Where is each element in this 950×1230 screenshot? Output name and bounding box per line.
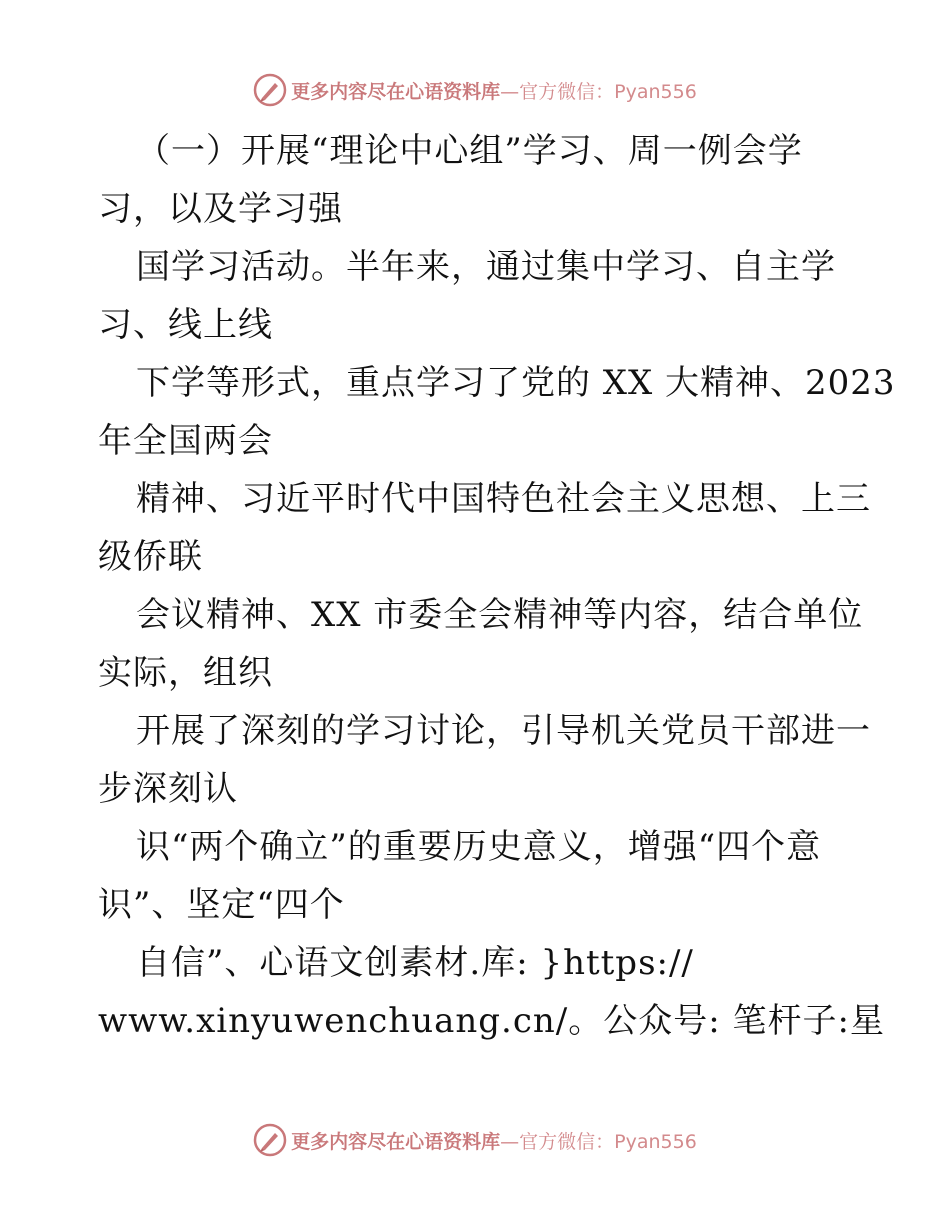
text-line: 识”、坚定“四个 [98,885,345,925]
text-line: 开展了深刻的学习讨论，引导机关党员干部进一 [136,711,871,751]
watermark-wechat-text: —官方微信：Pyan556 [500,1130,697,1153]
text-line: 国学习活动。半年来，通过集中学习、自主学 [136,247,836,287]
text-line: 年全国两会 [98,421,273,461]
text-line: 识“两个确立”的重要历史意义，增强“四个意 [136,827,822,867]
text-line: 步深刻认 [98,769,238,809]
text-line: www.xinyuwenchuang.cn/。公众号: 笔杆子:星 [98,1001,885,1041]
text-line: 精神、习近平时代中国特色社会主义思想、上三 [136,479,871,519]
text-line: 习，以及学习强 [98,189,343,229]
text-line: （一）开展“理论中心组”学习、周一例会学 [136,131,803,171]
document-body [98,122,896,1050]
text-line: 实际，组织 [98,653,273,693]
header-watermark-banner [0,70,950,110]
watermark-main-text: 更多内容尽在心语资料库 [291,1130,501,1153]
pen-logo-icon [253,1123,287,1157]
text-line: 会议精神、XX 市委全会精神等内容，结合单位 [136,595,864,635]
footer-watermark-banner [0,1120,950,1160]
text-line: 下学等形式，重点学习了党的 XX 大精神、2023 [136,363,896,403]
text-line: 级侨联 [98,537,203,577]
text-line: 习、线上线 [98,305,273,345]
watermark-wechat-text: —官方微信：Pyan556 [500,80,697,103]
pen-logo-icon [253,73,287,107]
watermark-main-text: 更多内容尽在心语资料库 [291,80,501,103]
text-line: 自信”、心语文创素材.库: }https:// [136,943,694,983]
